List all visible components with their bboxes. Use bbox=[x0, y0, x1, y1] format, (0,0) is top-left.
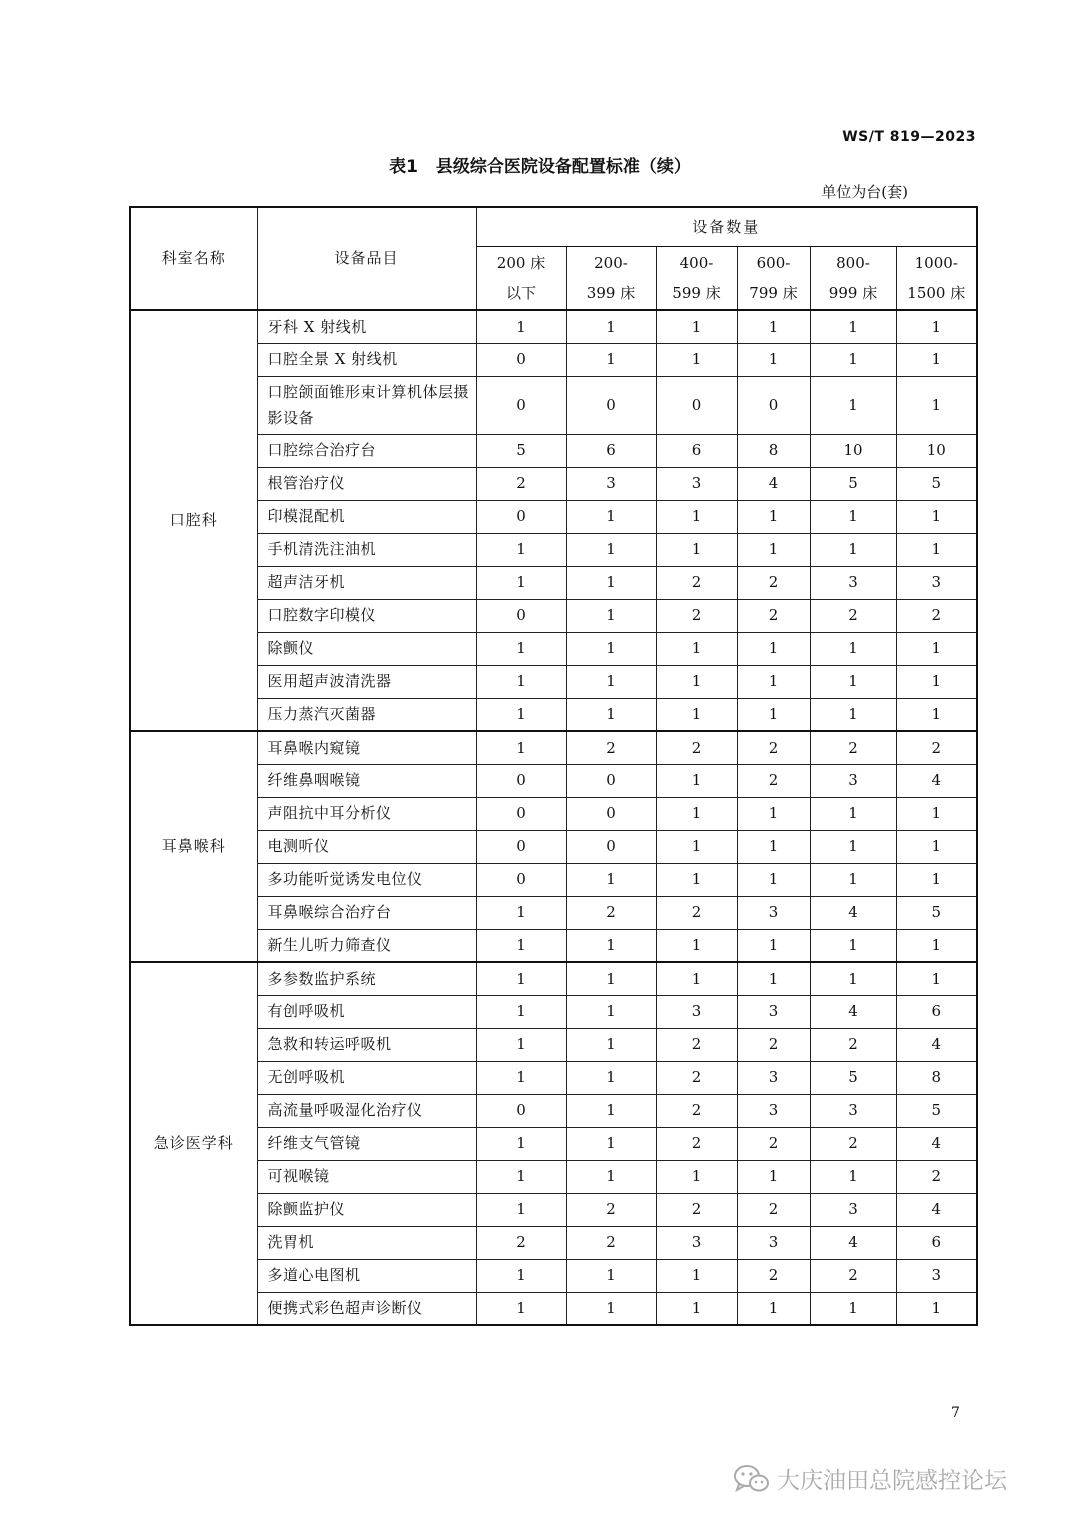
standard-code: WS/T 819—2023 bbox=[842, 129, 976, 145]
quantity-cell: 1 bbox=[810, 1292, 896, 1325]
quantity-cell: 1 bbox=[737, 533, 810, 566]
equipment-item-cell: 除颤仪 bbox=[257, 632, 476, 665]
quantity-cell: 2 bbox=[737, 1259, 810, 1292]
header-department: 科室名称 bbox=[130, 207, 257, 310]
quantity-cell: 3 bbox=[656, 1226, 737, 1259]
quantity-cell: 1 bbox=[566, 343, 656, 376]
table-row bbox=[130, 929, 977, 962]
quantity-cell: 10 bbox=[896, 434, 977, 467]
quantity-cell: 1 bbox=[737, 632, 810, 665]
quantity-cell: 1 bbox=[566, 1292, 656, 1325]
quantity-cell: 0 bbox=[566, 830, 656, 863]
quantity-cell: 2 bbox=[737, 1127, 810, 1160]
quantity-cell: 3 bbox=[737, 1226, 810, 1259]
table-row bbox=[130, 533, 977, 566]
table-row bbox=[130, 1061, 977, 1094]
quantity-cell: 1 bbox=[656, 1160, 737, 1193]
table-title-text: 县级综合医院设备配置标准（续） bbox=[435, 157, 691, 177]
quantity-cell: 1 bbox=[810, 797, 896, 830]
equipment-item-cell: 可视喉镜 bbox=[257, 1160, 476, 1193]
quantity-cell: 1 bbox=[810, 310, 896, 343]
quantity-cell: 2 bbox=[737, 566, 810, 599]
quantity-cell: 2 bbox=[896, 599, 977, 632]
quantity-cell: 1 bbox=[656, 962, 737, 995]
header-quantity: 设备数量 bbox=[476, 207, 977, 246]
quantity-cell: 1 bbox=[896, 310, 977, 343]
table-header bbox=[130, 207, 977, 310]
quantity-cell: 1 bbox=[896, 1292, 977, 1325]
quantity-cell: 0 bbox=[476, 830, 566, 863]
quantity-cell: 2 bbox=[566, 1193, 656, 1226]
quantity-cell: 4 bbox=[896, 1028, 977, 1061]
quantity-cell: 1 bbox=[656, 764, 737, 797]
quantity-cell: 2 bbox=[810, 731, 896, 764]
table-row bbox=[130, 1160, 977, 1193]
quantity-cell: 1 bbox=[896, 500, 977, 533]
quantity-cell: 1 bbox=[566, 1094, 656, 1127]
quantity-cell: 1 bbox=[476, 698, 566, 731]
quantity-cell: 1 bbox=[737, 310, 810, 343]
quantity-cell: 2 bbox=[810, 1259, 896, 1292]
quantity-cell: 2 bbox=[656, 1061, 737, 1094]
quantity-cell: 6 bbox=[896, 995, 977, 1028]
quantity-cell: 0 bbox=[737, 376, 810, 434]
table-row bbox=[130, 566, 977, 599]
quantity-cell: 2 bbox=[656, 1094, 737, 1127]
quantity-cell: 1 bbox=[896, 830, 977, 863]
quantity-cell: 0 bbox=[476, 1094, 566, 1127]
equipment-item-cell: 无创呼吸机 bbox=[257, 1061, 476, 1094]
quantity-cell: 0 bbox=[476, 797, 566, 830]
quantity-cell: 1 bbox=[476, 1127, 566, 1160]
quantity-cell: 2 bbox=[656, 1028, 737, 1061]
quantity-cell: 0 bbox=[476, 376, 566, 434]
quantity-cell: 1 bbox=[896, 962, 977, 995]
quantity-cell: 1 bbox=[476, 1193, 566, 1226]
quantity-cell: 1 bbox=[656, 343, 737, 376]
quantity-cell: 1 bbox=[810, 632, 896, 665]
quantity-cell: 8 bbox=[896, 1061, 977, 1094]
quantity-cell: 2 bbox=[896, 731, 977, 764]
quantity-cell: 1 bbox=[810, 533, 896, 566]
table-row bbox=[130, 376, 977, 434]
equipment-item-cell: 多道心电图机 bbox=[257, 1259, 476, 1292]
quantity-cell: 1 bbox=[476, 896, 566, 929]
quantity-cell: 0 bbox=[476, 500, 566, 533]
quantity-cell: 2 bbox=[810, 1127, 896, 1160]
quantity-cell: 1 bbox=[810, 1160, 896, 1193]
quantity-cell: 1 bbox=[566, 1160, 656, 1193]
quantity-cell: 2 bbox=[810, 1028, 896, 1061]
watermark bbox=[733, 1462, 1007, 1495]
equipment-item-cell: 除颤监护仪 bbox=[257, 1193, 476, 1226]
quantity-cell: 3 bbox=[810, 764, 896, 797]
quantity-cell: 4 bbox=[810, 995, 896, 1028]
quantity-cell: 1 bbox=[566, 632, 656, 665]
quantity-cell: 6 bbox=[896, 1226, 977, 1259]
quantity-cell: 1 bbox=[476, 1028, 566, 1061]
table-row bbox=[130, 830, 977, 863]
quantity-cell: 3 bbox=[737, 1094, 810, 1127]
quantity-cell: 1 bbox=[476, 731, 566, 764]
equipment-item-cell: 医用超声波清洗器 bbox=[257, 665, 476, 698]
quantity-cell: 1 bbox=[737, 962, 810, 995]
quantity-cell: 2 bbox=[656, 1193, 737, 1226]
quantity-cell: 1 bbox=[476, 310, 566, 343]
table-row bbox=[130, 665, 977, 698]
quantity-cell: 1 bbox=[896, 797, 977, 830]
table-row bbox=[130, 962, 977, 995]
quantity-cell: 2 bbox=[566, 896, 656, 929]
quantity-cell: 1 bbox=[656, 1259, 737, 1292]
quantity-cell: 3 bbox=[810, 1094, 896, 1127]
header-bed-range-line: 200 床 bbox=[496, 253, 546, 272]
equipment-item-cell: 新生儿听力筛查仪 bbox=[257, 929, 476, 962]
quantity-cell: 1 bbox=[737, 1292, 810, 1325]
quantity-cell: 1 bbox=[566, 1028, 656, 1061]
quantity-cell: 1 bbox=[737, 1160, 810, 1193]
quantity-cell: 1 bbox=[476, 1160, 566, 1193]
quantity-cell: 2 bbox=[566, 731, 656, 764]
equipment-item-cell: 耳鼻喉综合治疗台 bbox=[257, 896, 476, 929]
quantity-cell: 0 bbox=[566, 797, 656, 830]
quantity-cell: 1 bbox=[810, 698, 896, 731]
header-bed-range-line: 1500 床 bbox=[907, 283, 966, 302]
table-row bbox=[130, 1292, 977, 1325]
equipment-item-cell: 便携式彩色超声诊断仪 bbox=[257, 1292, 476, 1325]
table-row bbox=[130, 731, 977, 764]
quantity-cell: 2 bbox=[656, 896, 737, 929]
quantity-cell: 4 bbox=[810, 1226, 896, 1259]
quantity-cell: 3 bbox=[656, 995, 737, 1028]
quantity-cell: 1 bbox=[566, 929, 656, 962]
quantity-cell: 1 bbox=[737, 500, 810, 533]
quantity-cell: 1 bbox=[476, 566, 566, 599]
watermark-text: 大庆油田总院感控论坛 bbox=[777, 1468, 1007, 1494]
wechat-icon bbox=[733, 1463, 771, 1495]
quantity-cell: 3 bbox=[656, 467, 737, 500]
quantity-cell: 2 bbox=[656, 1127, 737, 1160]
quantity-cell: 1 bbox=[896, 343, 977, 376]
quantity-cell: 3 bbox=[810, 566, 896, 599]
quantity-cell: 2 bbox=[656, 566, 737, 599]
quantity-cell: 6 bbox=[656, 434, 737, 467]
quantity-cell: 1 bbox=[737, 830, 810, 863]
quantity-cell: 4 bbox=[896, 764, 977, 797]
quantity-cell: 2 bbox=[737, 1028, 810, 1061]
table-row bbox=[130, 698, 977, 731]
table-row bbox=[130, 343, 977, 376]
quantity-cell: 1 bbox=[737, 665, 810, 698]
header-bed-range-line: 400- bbox=[679, 253, 714, 272]
equipment-item-cell: 耳鼻喉内窥镜 bbox=[257, 731, 476, 764]
quantity-cell: 1 bbox=[566, 863, 656, 896]
quantity-cell: 1 bbox=[810, 830, 896, 863]
equipment-item-cell: 多参数监护系统 bbox=[257, 962, 476, 995]
equipment-item-cell: 口腔数字印模仪 bbox=[257, 599, 476, 632]
equipment-item-cell: 多功能听觉诱发电位仪 bbox=[257, 863, 476, 896]
quantity-cell: 2 bbox=[737, 1193, 810, 1226]
table-number: 表1 bbox=[389, 157, 418, 177]
quantity-cell: 1 bbox=[476, 1259, 566, 1292]
quantity-cell: 1 bbox=[656, 665, 737, 698]
quantity-cell: 1 bbox=[810, 665, 896, 698]
table-row bbox=[130, 1094, 977, 1127]
quantity-cell: 1 bbox=[656, 830, 737, 863]
quantity-cell: 1 bbox=[896, 863, 977, 896]
quantity-cell: 1 bbox=[896, 929, 977, 962]
quantity-cell: 1 bbox=[476, 665, 566, 698]
quantity-cell: 1 bbox=[810, 500, 896, 533]
quantity-cell: 1 bbox=[476, 1292, 566, 1325]
quantity-cell: 1 bbox=[566, 995, 656, 1028]
table-row bbox=[130, 1259, 977, 1292]
quantity-cell: 2 bbox=[656, 599, 737, 632]
table-row bbox=[130, 310, 977, 343]
quantity-cell: 1 bbox=[566, 1061, 656, 1094]
quantity-cell: 2 bbox=[737, 599, 810, 632]
quantity-cell: 8 bbox=[737, 434, 810, 467]
quantity-cell: 1 bbox=[896, 665, 977, 698]
quantity-cell: 1 bbox=[737, 343, 810, 376]
header-bed-range-line: 200- bbox=[594, 253, 628, 272]
table-row bbox=[130, 434, 977, 467]
table-row bbox=[130, 467, 977, 500]
quantity-cell: 1 bbox=[656, 500, 737, 533]
quantity-cell: 2 bbox=[656, 731, 737, 764]
quantity-cell: 1 bbox=[476, 533, 566, 566]
quantity-cell: 1 bbox=[566, 599, 656, 632]
header-bed-range bbox=[810, 246, 896, 310]
quantity-cell: 1 bbox=[737, 797, 810, 830]
quantity-cell: 1 bbox=[566, 1127, 656, 1160]
equipment-item-cell: 超声洁牙机 bbox=[257, 566, 476, 599]
quantity-cell: 4 bbox=[896, 1127, 977, 1160]
quantity-cell: 0 bbox=[656, 376, 737, 434]
table-row bbox=[130, 1193, 977, 1226]
equipment-item-cell: 电测听仪 bbox=[257, 830, 476, 863]
equipment-item-cell: 口腔综合治疗台 bbox=[257, 434, 476, 467]
header-bed-range-line: 800- bbox=[836, 253, 870, 272]
equipment-item-cell: 口腔全景 X 射线机 bbox=[257, 343, 476, 376]
header-bed-range bbox=[896, 246, 977, 310]
quantity-cell: 1 bbox=[476, 1061, 566, 1094]
quantity-cell: 2 bbox=[566, 1226, 656, 1259]
quantity-cell: 5 bbox=[896, 1094, 977, 1127]
quantity-cell: 2 bbox=[476, 1226, 566, 1259]
table-row bbox=[130, 863, 977, 896]
quantity-cell: 1 bbox=[896, 376, 977, 434]
quantity-cell: 1 bbox=[810, 863, 896, 896]
header-bed-range-line: 599 床 bbox=[672, 283, 721, 302]
table-row bbox=[130, 1028, 977, 1061]
header-bed-range-line: 1000- bbox=[914, 253, 958, 272]
quantity-cell: 1 bbox=[566, 665, 656, 698]
header-bed-range-line: 600- bbox=[756, 253, 791, 272]
header-bed-range bbox=[566, 246, 656, 310]
quantity-cell: 1 bbox=[656, 929, 737, 962]
quantity-cell: 3 bbox=[896, 1259, 977, 1292]
quantity-cell: 5 bbox=[896, 896, 977, 929]
quantity-cell: 4 bbox=[737, 467, 810, 500]
table-row bbox=[130, 797, 977, 830]
quantity-cell: 10 bbox=[810, 434, 896, 467]
table-row bbox=[130, 764, 977, 797]
unit-note: 单位为台(套) bbox=[821, 183, 908, 201]
quantity-cell: 1 bbox=[737, 929, 810, 962]
quantity-cell: 1 bbox=[566, 962, 656, 995]
quantity-cell: 5 bbox=[810, 1061, 896, 1094]
quantity-cell: 5 bbox=[810, 467, 896, 500]
header-bed-range bbox=[737, 246, 810, 310]
equipment-item-cell: 纤维鼻咽喉镜 bbox=[257, 764, 476, 797]
table-row bbox=[130, 995, 977, 1028]
quantity-cell: 1 bbox=[656, 533, 737, 566]
quantity-cell: 0 bbox=[476, 764, 566, 797]
equipment-item-cell: 高流量呼吸湿化治疗仪 bbox=[257, 1094, 476, 1127]
quantity-cell: 1 bbox=[566, 566, 656, 599]
quantity-cell: 1 bbox=[566, 1259, 656, 1292]
header-bed-range-line: 399 床 bbox=[586, 283, 636, 302]
quantity-cell: 1 bbox=[810, 962, 896, 995]
equipment-item-cell: 有创呼吸机 bbox=[257, 995, 476, 1028]
table-row bbox=[130, 599, 977, 632]
quantity-cell: 1 bbox=[656, 698, 737, 731]
table-row bbox=[130, 500, 977, 533]
equipment-item-cell: 急救和转运呼吸机 bbox=[257, 1028, 476, 1061]
header-bed-range-line: 999 床 bbox=[828, 283, 878, 302]
quantity-cell: 1 bbox=[656, 863, 737, 896]
page-number: 7 bbox=[951, 1405, 960, 1421]
equipment-item-cell: 口腔颌面锥形束计算机体层摄影设备 bbox=[257, 376, 476, 434]
quantity-cell: 1 bbox=[566, 500, 656, 533]
quantity-cell: 1 bbox=[896, 533, 977, 566]
quantity-cell: 1 bbox=[810, 929, 896, 962]
quantity-cell: 2 bbox=[476, 467, 566, 500]
equipment-item-cell: 牙科 X 射线机 bbox=[257, 310, 476, 343]
header-bed-range bbox=[476, 246, 566, 310]
equipment-item-cell: 根管治疗仪 bbox=[257, 467, 476, 500]
table-row bbox=[130, 632, 977, 665]
header-bed-range-line: 以下 bbox=[505, 283, 536, 302]
quantity-cell: 3 bbox=[737, 1061, 810, 1094]
quantity-cell: 3 bbox=[566, 467, 656, 500]
header-bed-range-line: 799 床 bbox=[749, 283, 798, 302]
equipment-item-cell: 洗胃机 bbox=[257, 1226, 476, 1259]
quantity-cell: 5 bbox=[896, 467, 977, 500]
quantity-cell: 1 bbox=[810, 343, 896, 376]
quantity-cell: 1 bbox=[656, 632, 737, 665]
quantity-cell: 1 bbox=[476, 632, 566, 665]
table-body bbox=[130, 310, 977, 1325]
quantity-cell: 1 bbox=[656, 310, 737, 343]
quantity-cell: 1 bbox=[896, 698, 977, 731]
quantity-cell: 0 bbox=[566, 376, 656, 434]
quantity-cell: 1 bbox=[476, 995, 566, 1028]
table-title bbox=[0, 152, 1080, 177]
quantity-cell: 3 bbox=[737, 995, 810, 1028]
quantity-cell: 3 bbox=[737, 896, 810, 929]
quantity-cell: 1 bbox=[737, 863, 810, 896]
quantity-cell: 1 bbox=[737, 698, 810, 731]
quantity-cell: 1 bbox=[566, 310, 656, 343]
quantity-cell: 5 bbox=[476, 434, 566, 467]
quantity-cell: 1 bbox=[896, 632, 977, 665]
quantity-cell: 2 bbox=[896, 1160, 977, 1193]
equipment-item-cell: 声阻抗中耳分析仪 bbox=[257, 797, 476, 830]
equipment-table bbox=[129, 206, 978, 1326]
quantity-cell: 4 bbox=[810, 896, 896, 929]
equipment-item-cell: 压力蒸汽灭菌器 bbox=[257, 698, 476, 731]
table-row bbox=[130, 1226, 977, 1259]
quantity-cell: 0 bbox=[476, 343, 566, 376]
equipment-item-cell: 印模混配机 bbox=[257, 500, 476, 533]
department-cell: 耳鼻喉科 bbox=[130, 731, 257, 962]
table-row bbox=[130, 1127, 977, 1160]
table-row bbox=[130, 896, 977, 929]
quantity-cell: 0 bbox=[476, 863, 566, 896]
quantity-cell: 1 bbox=[810, 376, 896, 434]
quantity-cell: 4 bbox=[896, 1193, 977, 1226]
quantity-cell: 1 bbox=[656, 797, 737, 830]
department-cell: 急诊医学科 bbox=[130, 962, 257, 1325]
header-item: 设备品目 bbox=[257, 207, 476, 310]
quantity-cell: 1 bbox=[476, 962, 566, 995]
quantity-cell: 1 bbox=[476, 929, 566, 962]
quantity-cell: 0 bbox=[476, 599, 566, 632]
quantity-cell: 1 bbox=[566, 698, 656, 731]
quantity-cell: 1 bbox=[566, 533, 656, 566]
quantity-cell: 3 bbox=[896, 566, 977, 599]
quantity-cell: 3 bbox=[810, 1193, 896, 1226]
quantity-cell: 2 bbox=[737, 764, 810, 797]
quantity-cell: 0 bbox=[566, 764, 656, 797]
quantity-cell: 2 bbox=[737, 731, 810, 764]
header-bed-range bbox=[656, 246, 737, 310]
equipment-item-cell: 纤维支气管镜 bbox=[257, 1127, 476, 1160]
quantity-cell: 2 bbox=[810, 599, 896, 632]
quantity-cell: 1 bbox=[656, 1292, 737, 1325]
equipment-item-cell: 手机清洗注油机 bbox=[257, 533, 476, 566]
quantity-cell: 6 bbox=[566, 434, 656, 467]
department-cell: 口腔科 bbox=[130, 310, 257, 731]
